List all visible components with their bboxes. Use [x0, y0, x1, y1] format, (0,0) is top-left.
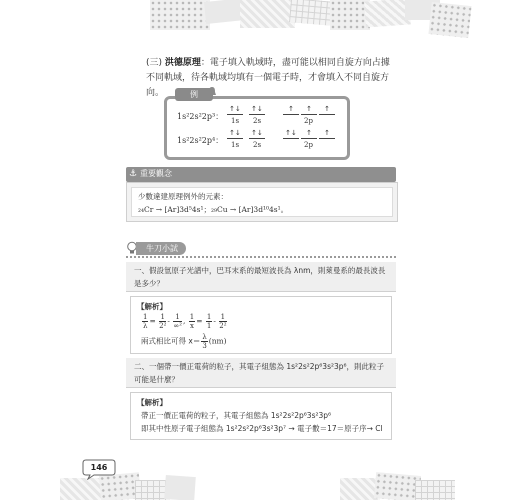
- example-box: [164, 96, 350, 160]
- question-2-text: 二、一個帶一價正電荷的粒子，其電子組態為 1s²2s²2p⁶3s²3p⁶，則此粒子可能是什麼？: [134, 362, 385, 384]
- label-2s: 2s: [253, 141, 262, 149]
- practice-header: [126, 242, 396, 258]
- label-2p: 2p: [304, 141, 313, 149]
- concept-content: [131, 187, 393, 217]
- orbital-2p-c: ↑: [319, 105, 335, 115]
- example-row-1: [177, 105, 347, 129]
- answer-1-equation: $\frac{1}{\lambda}$ = $\frac{1}{\text{2²}}$ - $\frac{1}{\text{∞²}}$ , $\frac{1}{x}$ = $\frac{1}{1}$ - $\frac{1}{\text{2²}}$: [143, 313, 227, 330]
- rule-text: ：電子填入軌域時，盡可能以相同自旋方向占據不同軌域，待各軌域均填有一個電子時，才會填入不同自旋方向。: [146, 58, 390, 98]
- question-1-text: 一、假設氫原子光譜中，巴耳末系的最短波長為 λnm，則萊曼系的最長波長是多少？: [134, 266, 386, 288]
- orbital-2s: ↑↓: [249, 105, 265, 115]
- concept-line-2: ₂₄Cr → [Ar]3d⁵4s¹；₂₉Cu → [Ar]3d¹⁰4s¹。: [138, 205, 289, 214]
- bottom-decoration: [0, 464, 520, 500]
- concept-box: [126, 182, 398, 222]
- example-row-2: [177, 129, 347, 153]
- concept-title: 重要觀念: [140, 169, 172, 178]
- label-2s: 2s: [253, 117, 262, 125]
- rule-label: (三): [146, 58, 163, 68]
- answer-1-title: 【解析】: [137, 302, 167, 311]
- label-1s: 1s: [231, 117, 240, 125]
- answer-1-result: 兩式相比可得 x＝ $\frac{\lambda}{3}$ (nm): [141, 333, 227, 350]
- answer-1: [130, 296, 392, 354]
- orbital-2p-a: ↑↓: [283, 129, 299, 139]
- answer-2-line-1: 帶正一價正電荷的粒子，其電子組態為 1s²2s²2p⁶3s²3p⁶: [141, 411, 332, 420]
- answer-2-line-2: 即其中性原子電子組態為 1s²2s²2p⁶3s²3p⁷ → 電子數＝17＝原子序→ Cl: [141, 424, 383, 433]
- example-tab: 例: [175, 88, 213, 101]
- answer-2-title: 【解析】: [137, 398, 167, 407]
- orbital-2p-c: ↑: [319, 129, 335, 139]
- rule-name: 洪德原理: [164, 58, 201, 68]
- answer-2: [130, 392, 392, 440]
- orbital-2p-b: ↑: [301, 129, 317, 139]
- orbital-2p-a: ↑: [283, 105, 299, 115]
- orbital-1s: ↑↓: [227, 105, 243, 115]
- top-decoration: [0, 0, 520, 40]
- orbital-2s: ↑↓: [249, 129, 265, 139]
- concept-header: [126, 167, 396, 182]
- concept-line-1: 少數違建原理例外的元素：: [138, 192, 228, 201]
- page-number: 146: [90, 463, 108, 472]
- question-2: [126, 358, 396, 388]
- orbital-2p-b: ↑: [301, 105, 317, 115]
- label-2p: 2p: [304, 117, 313, 125]
- bell-icon: [207, 86, 217, 98]
- example-config-1: 1s²2s²2p³：: [177, 112, 224, 121]
- label-1s: 1s: [231, 141, 240, 149]
- question-1: [126, 262, 396, 292]
- page-number-badge: [82, 458, 116, 480]
- anchor-icon: ⚓: [129, 169, 138, 179]
- practice-title: 牛刀小試: [136, 242, 186, 255]
- orbital-1s: ↑↓: [227, 129, 243, 139]
- example-config-2: 1s²2s²2p⁴：: [177, 136, 224, 145]
